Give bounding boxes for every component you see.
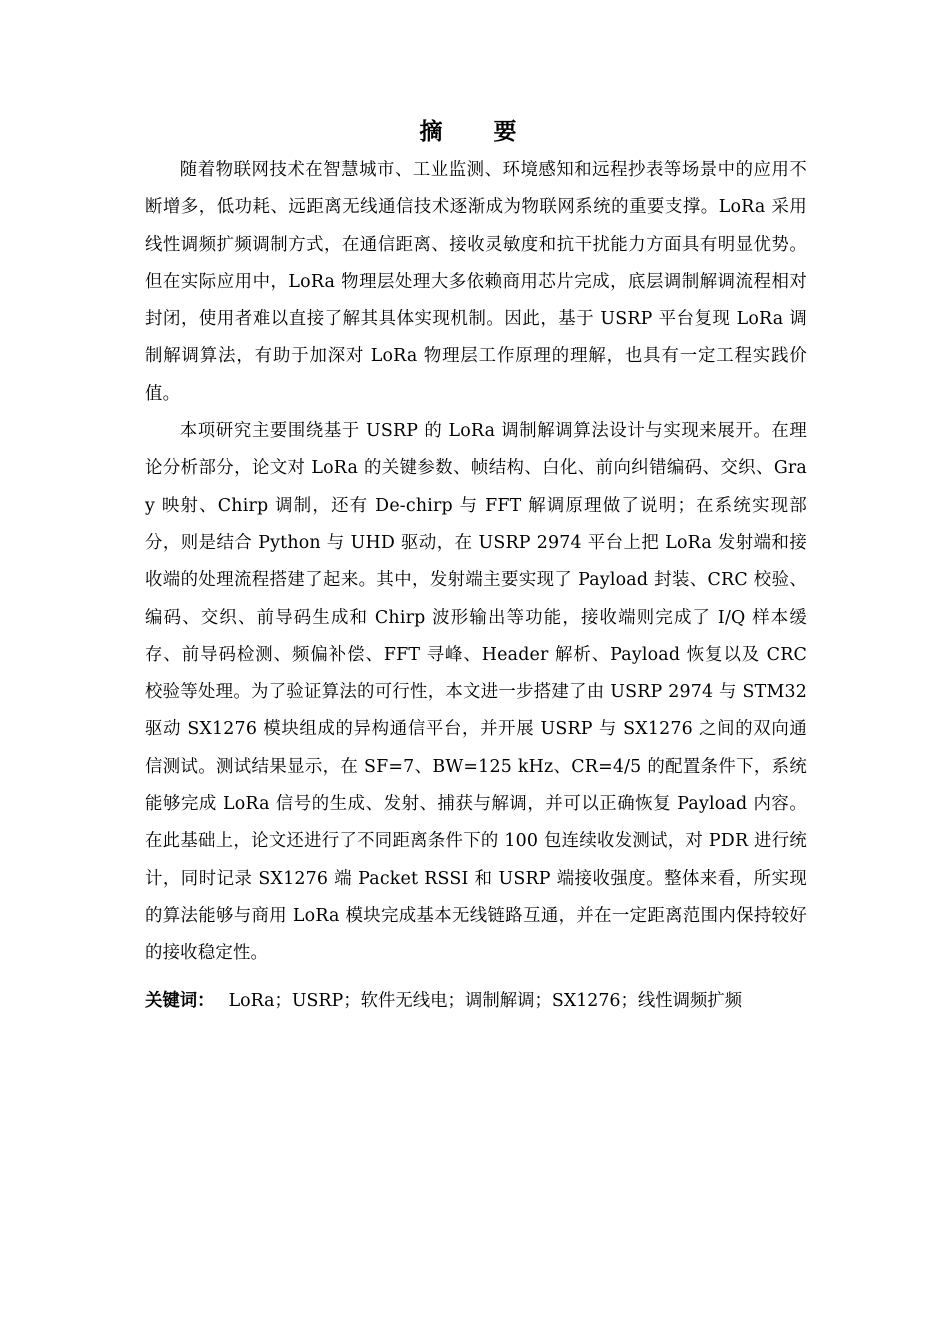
abstract-paragraph-1: 随着物联网技术在智慧城市、工业监测、环境感知和远程抄表等场景中的应用不断增多，低功耗、远距离无线通信技术逐渐成为物联网系统的重要支撑。LoRa 采用线性调频扩频调制方式，在通信距离、接收灵敏度和抗干扰能力方面具有明显优势。但在实际应用中，LoRa 物理层处理大多依赖商用芯片完成，底层调制解调流程相对封闭，使用者难以直接了解其具体实现机制。因此，基于 USRP 平台复现 LoRa 调制解调算法，有助于加深对 LoRa 物理层工作原理的理解，也具有一定工程实践价值。	[145, 160, 807, 404]
keywords-line	[145, 983, 807, 1020]
abstract-paragraph-2: 本项研究主要围绕基于 USRP 的 LoRa 调制解调算法设计与实现来展开。在理论分析部分，论文对 LoRa 的关键参数、帧结构、白化、前向纠错编码、交织、Gray 映射、Chirp 调制，还有 De-chirp 与 FFT 解调原理做了说明；在系统实现部分，则是结合 Python 与 UHD 驱动，在 USRP 2974 平台上把 LoRa 发射端和接收端的处理流程搭建了起来。其中，发射端主要实现了 Payload 封装、CRC 校验、编码、交织、前导码生成和 Chirp 波形输出等功能，接收端则完成了 I/Q 样本缓存、前导码检测、频偏补偿、FFT 寻峰、Header 解析、Payload 恢复以及 CRC 校验等处理。为了验证算法的可行性，本文进一步搭建了由 USRP 2974 与 STM32 驱动 SX1276 模块组成的异构通信平台，并开展 USRP 与 SX1276 之间的双向通信测试。测试结果显示，在 SF=7、BW=125 kHz、CR=4/5 的配置条件下，系统能够完成 LoRa 信号的生成、发射、捕获与解调，并可以正确恢复 Payload 内容。在此基础上，论文还进行了不同距离条件下的 100 包连续收发测试，对 PDR 进行统计，同时记录 SX1276 端 Packet RSSI 和 USRP 端接收强度。整体来看，所实现的算法能够与商用 LoRa 模块完成基本无线链路互通，并在一定距离范围内保持较好的接收稳定性。	[145, 421, 807, 964]
keywords-value: LoRa；USRP；软件无线电；调制解调；SX1276；线性调频扩频	[228, 990, 743, 1011]
abstract-body	[145, 152, 807, 1020]
abstract-title: 摘 要	[419, 119, 531, 145]
keywords-label: 关键词：	[145, 990, 215, 1011]
